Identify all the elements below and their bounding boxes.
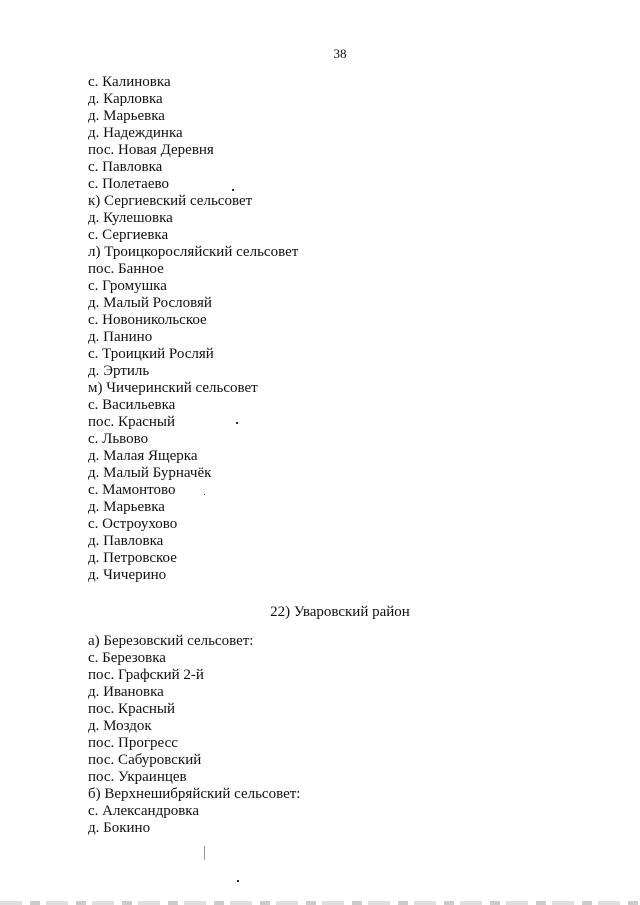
list-line: с. Березовка [88, 650, 166, 666]
list-line: с. Новоникольское [88, 312, 207, 328]
list-line: д. Ивановка [88, 684, 164, 700]
list-line: пос. Красный [88, 414, 176, 430]
list-line: пос. Сабуровский [88, 752, 202, 768]
scan-edge-artifact [0, 901, 640, 905]
list-line: пос. Банное [88, 261, 164, 277]
district-heading: 22) Уваровский район [270, 604, 410, 620]
list-line: д. Чичерино [88, 567, 167, 583]
list-line: д. Малый Рословяй [88, 295, 212, 311]
list-line: д. Павловка [88, 533, 164, 549]
list-line: д. Малая Ящерка [88, 448, 198, 464]
scan-speck [204, 494, 205, 495]
list-line: пос. Новая Деревня [88, 142, 214, 158]
scan-speck [236, 422, 238, 424]
list-line: д. Малый Бурначёк [88, 465, 212, 481]
list-line: д. Панино [88, 329, 153, 345]
list-line: д. Моздок [88, 718, 152, 734]
list-line: д. Бокино [88, 820, 151, 836]
list-line: пос. Графский 2-й [88, 667, 204, 683]
settlement-list-top [88, 74, 298, 584]
list-line: пос. Украинцев [88, 769, 187, 785]
council-heading: б) Верхнешибряйский сельсовет: [88, 786, 301, 802]
scan-speck [204, 846, 205, 860]
list-line: с. Полетаево [88, 176, 169, 192]
list-line: с. Львово [88, 431, 149, 447]
list-line: д. Марьевка [88, 108, 165, 124]
list-line: пос. Прогресс [88, 735, 178, 751]
list-line: с. Троицкий Росляй [88, 346, 214, 362]
council-heading: к) Сергиевский сельсовет [88, 193, 253, 209]
list-line: пос. Красный [88, 701, 176, 717]
council-heading: м) Чичеринский сельсовет [88, 380, 258, 396]
list-line: д. Марьевка [88, 499, 165, 515]
list-line: д. Эртиль [88, 363, 150, 379]
list-line: с. Остроухово [88, 516, 178, 532]
council-heading: а) Березовский сельсовет: [88, 633, 254, 649]
list-line: с. Васильевка [88, 397, 176, 413]
list-line: с. Александровка [88, 803, 200, 819]
settlement-list-bottom [88, 633, 300, 837]
list-line: д. Кулешовка [88, 210, 173, 226]
scan-speck [232, 189, 234, 191]
scan-speck [237, 880, 239, 882]
list-line: д. Надеждинка [88, 125, 183, 141]
list-line: д. Петровское [88, 550, 177, 566]
list-line: с. Мамонтово [88, 482, 176, 498]
list-line: с. Калиновка [88, 74, 171, 90]
council-heading: л) Троицкоросляйский сельсовет [88, 244, 299, 260]
list-line: с. Громушка [88, 278, 167, 294]
list-line: с. Сергиевка [88, 227, 169, 243]
list-line: с. Павловка [88, 159, 163, 175]
page-number: 38 [333, 46, 347, 61]
list-line: д. Карловка [88, 91, 163, 107]
